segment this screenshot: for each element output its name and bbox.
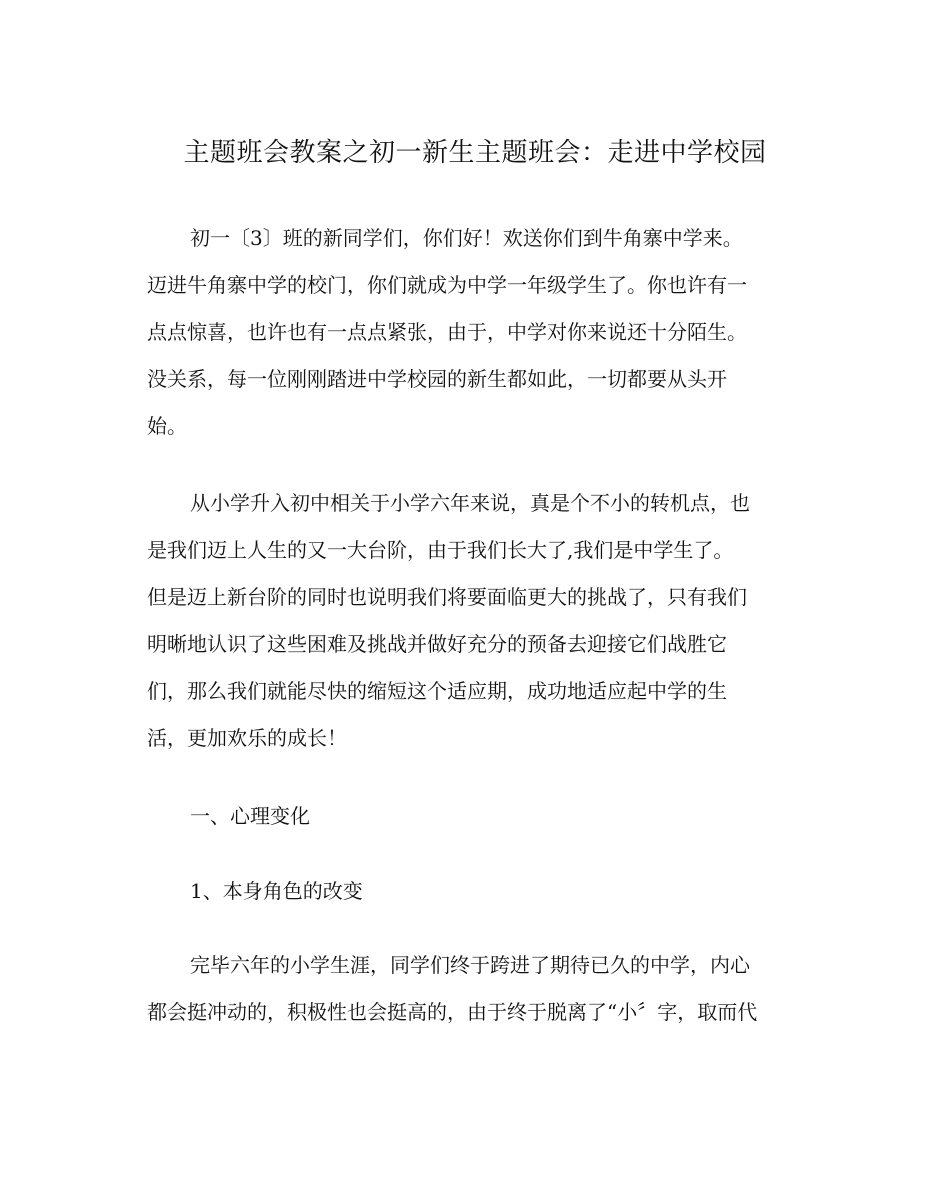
section-heading-psychological-change: 一、心理变化	[190, 804, 310, 828]
paragraph-2-line-1: 从小学升入初中相关于小学六年来说，真是个不小的转机点，也	[190, 491, 750, 515]
paragraph-2-line-3: 但是迈上新台阶的同时也说明我们将要面临更大的挑战了，只有我们	[147, 585, 747, 609]
paragraph-2-line-5: 们，那么我们就能尽快的缩短这个适应期，成功地适应起中学的生	[147, 679, 727, 703]
paragraph-1-line-5: 始。	[147, 414, 187, 438]
paragraph-2-line-6: 活，更加欢乐的成长！	[147, 726, 347, 750]
paragraph-2-line-2: 是我们迈上人生的又一大台阶，由于我们长大了,我们是中学生了。	[147, 538, 734, 562]
paragraph-3-line-1: 完毕六年的小学生涯，同学们终于跨进了期待已久的中学，内心	[190, 953, 750, 977]
paragraph-1-line-2: 迈进牛角寨中学的校门，你们就成为中学一年级学生了。你也许有一	[147, 273, 747, 297]
paragraph-2-line-4: 明晰地认识了这些困难及挑战并做好充分的预备去迎接它们战胜它	[147, 632, 727, 656]
paragraph-1-line-1: 初一〔3〕班的新同学们，你们好！欢送你们到牛角寨中学来。	[190, 226, 743, 250]
paragraph-1-line-4: 没关系，每一位刚刚踏进中学校园的新生都如此，一切都要从头开	[147, 367, 727, 391]
paragraph-1-line-3: 点点惊喜，也许也有一点点紧张，由于，中学对你来说还十分陌生。	[147, 320, 747, 344]
paragraph-3-line-2: 都会挺冲动的，积极性也会挺高的，由于终于脱离了“小〞字，取而代	[147, 1000, 758, 1024]
page-title: 主题班会教案之初一新生主题班会：走进中学校园	[183, 138, 767, 168]
subsection-heading-role-change: 1、本身角色的改变	[190, 879, 363, 903]
